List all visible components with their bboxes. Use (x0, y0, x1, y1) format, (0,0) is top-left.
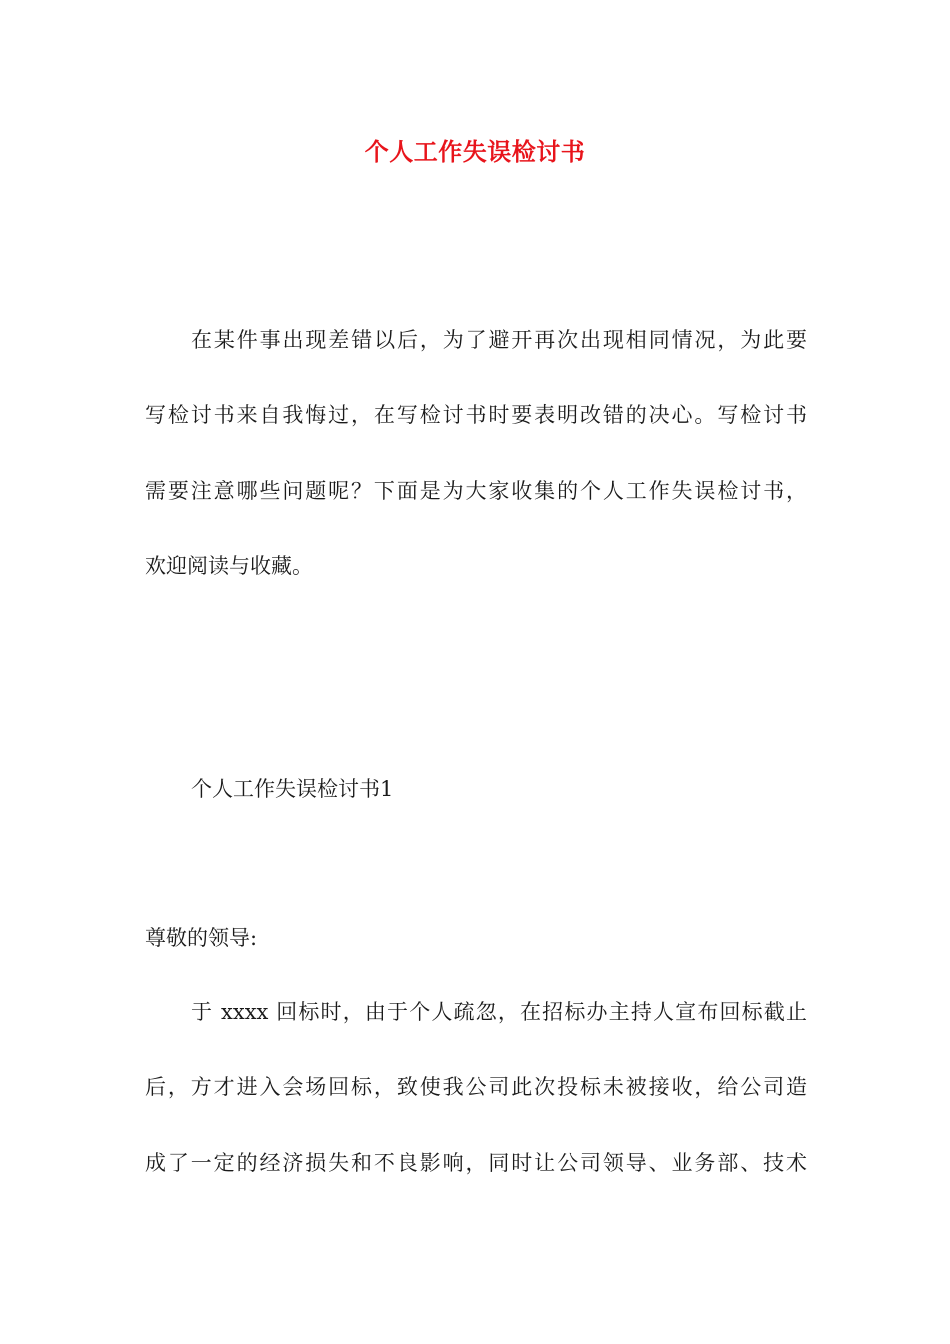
section-heading: 个人工作失误检讨书1 (191, 777, 394, 801)
salutation: 尊敬的领导: (145, 926, 258, 950)
intro-line-3: 需要注意哪些问题呢？下面是为大家收集的个人工作失误检讨书， (145, 479, 807, 503)
body-line-1: 于 xxxx 回标时，由于个人疏忽，在招标办主持人宣布回标截止 (191, 1000, 807, 1024)
body-line-3: 成了一定的经济损失和不良影响，同时让公司领导、业务部、技术 (145, 1151, 807, 1175)
body-line-2: 后，方才进入会场回标，致使我公司此次投标未被接收，给公司造 (145, 1075, 807, 1099)
intro-line-2: 写检讨书来自我悔过，在写检讨书时要表明改错的决心。写检讨书 (145, 403, 807, 427)
document-title: 个人工作失误检讨书 (364, 137, 586, 166)
intro-line-4: 欢迎阅读与收藏。 (145, 554, 313, 578)
intro-line-1: 在某件事出现差错以后，为了避开再次出现相同情况，为此要 (191, 328, 807, 352)
